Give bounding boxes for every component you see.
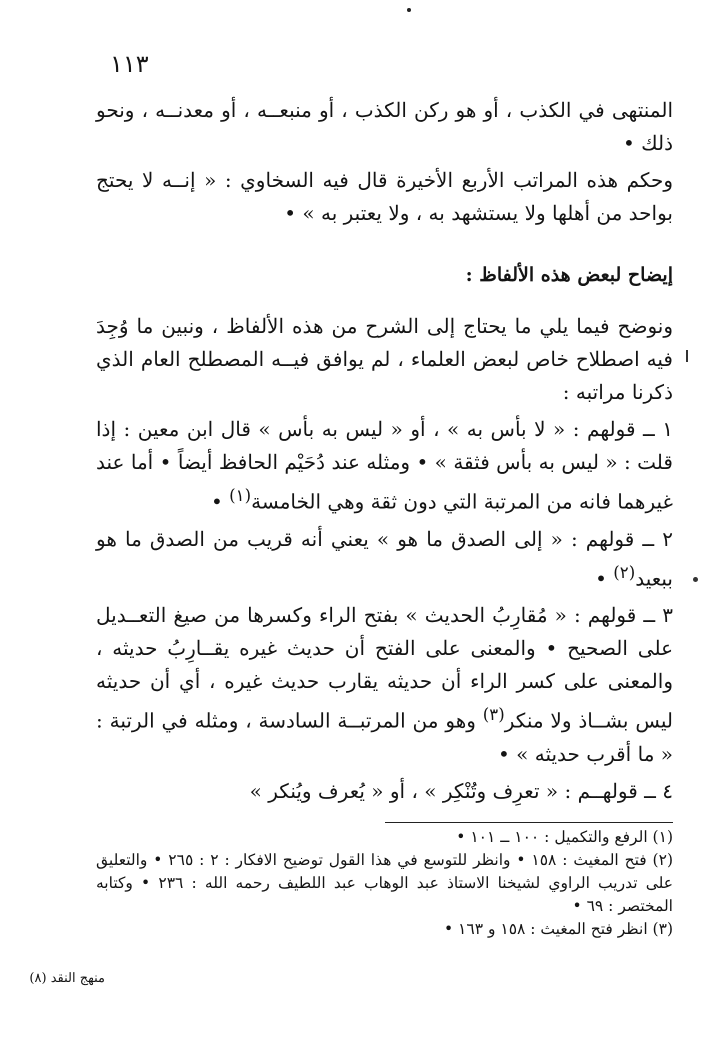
heading-spacer bbox=[96, 290, 673, 310]
item-3 bbox=[96, 599, 673, 771]
item-3-text-b: وهو من المرتبــة السادسة ، ومثله في الرتبة : « ما أقرب حديثه » • bbox=[96, 708, 673, 766]
item-1-text: ١ ــ قولهم : « لا بأس به » ، أو « ليس به بأس » قال ابن معين : إذا قلت : « ليس به بأس فثقة » • ومثله عند دُحَيْم الحافظ أيضاً • أما عند غيرهما فانه من المرتبة التي دون ثقة وهي الخامسة bbox=[96, 417, 673, 514]
footnote-ref-3: (٣) bbox=[482, 705, 505, 725]
item-2-text: ٢ ــ قولهم : « إلى الصدق ما هو » يعني أنه قريب من الصدق ما هو ببعيد bbox=[96, 526, 673, 591]
main-text bbox=[96, 94, 673, 808]
footnotes bbox=[96, 826, 673, 941]
paragraph-2: وحكم هذه المراتب الأربع الأخيرة قال فيه السخاوي : « إنــه لا يحتج بواحد من أهلها ولا يستشهد به ، ولا يعتبر به » • bbox=[96, 168, 673, 225]
item-4: ٤ ــ قولهــم : « تعرِف وتُنْكِر » ، أو « يُعرف ويُنكر » bbox=[249, 778, 673, 803]
footnote-ref-2: (٢) bbox=[613, 562, 636, 582]
margin-mark bbox=[686, 350, 688, 362]
item-1 bbox=[96, 413, 673, 519]
footnote-ref-1: (١) bbox=[229, 486, 252, 505]
signature-footer: منهج النقد (٨) bbox=[29, 971, 105, 986]
footnote-divider bbox=[385, 822, 673, 823]
footnote-3: (٣) انظر فتح المغيث : ١٥٨ و ١٦٣ • bbox=[443, 920, 673, 938]
page-number: ١١٣ bbox=[110, 50, 149, 78]
item-3-text-a: ٣ ــ قولهم : « مُقارِبُ الحديث » بفتح الراء وكسرها من صيغ التعــديل على الصحيح • والمعنى على الفتح أن حديث غيره يقــارِبُ حديثه ، والمعنى على كسر الراء أن حديثه يقارب حديث غيره ، أي أن حديثه ليس بشــاذ ولا منكر bbox=[96, 603, 673, 733]
top-dot-mark bbox=[407, 8, 411, 12]
item-2 bbox=[96, 523, 673, 596]
margin-dot-mark bbox=[693, 577, 698, 582]
section-heading: إيضاح لبعض هذه الألفاظ : bbox=[465, 264, 673, 286]
item-2-end: • bbox=[595, 566, 614, 591]
paragraph-1: المنتهى في الكذب ، أو هو ركن الكذب ، أو منبعــه ، أو معدنــه ، ونحو ذلك • bbox=[96, 98, 673, 155]
footnote-2: (٢) فتح المغيث : ١٥٨ • وانظر للتوسع في هذا القول توضيح الافكار : ٢ : ٢٦٥ • والتعليق على تدريب الراوي لشيخنا الاستاذ عبد الوهاب عبد اللطيف رحمه الله : ٢٣٦ • وكتابه المختصر : ٦٩ • bbox=[96, 851, 673, 915]
item-1-end: • bbox=[211, 489, 230, 514]
intro-paragraph: ونوضح فيما يلي ما يحتاج إلى الشرح من هذه الألفاظ ، ونبين ما وُجِدَ فيه اصطلاح خاص لبعض العلماء ، لم يوافق فيــه المصطلح العام الذي ذكرنا مراتبه : bbox=[96, 314, 673, 404]
footnote-1: (١) الرفع والتكميل : ١٠٠ ــ ١٠١ • bbox=[456, 828, 673, 846]
